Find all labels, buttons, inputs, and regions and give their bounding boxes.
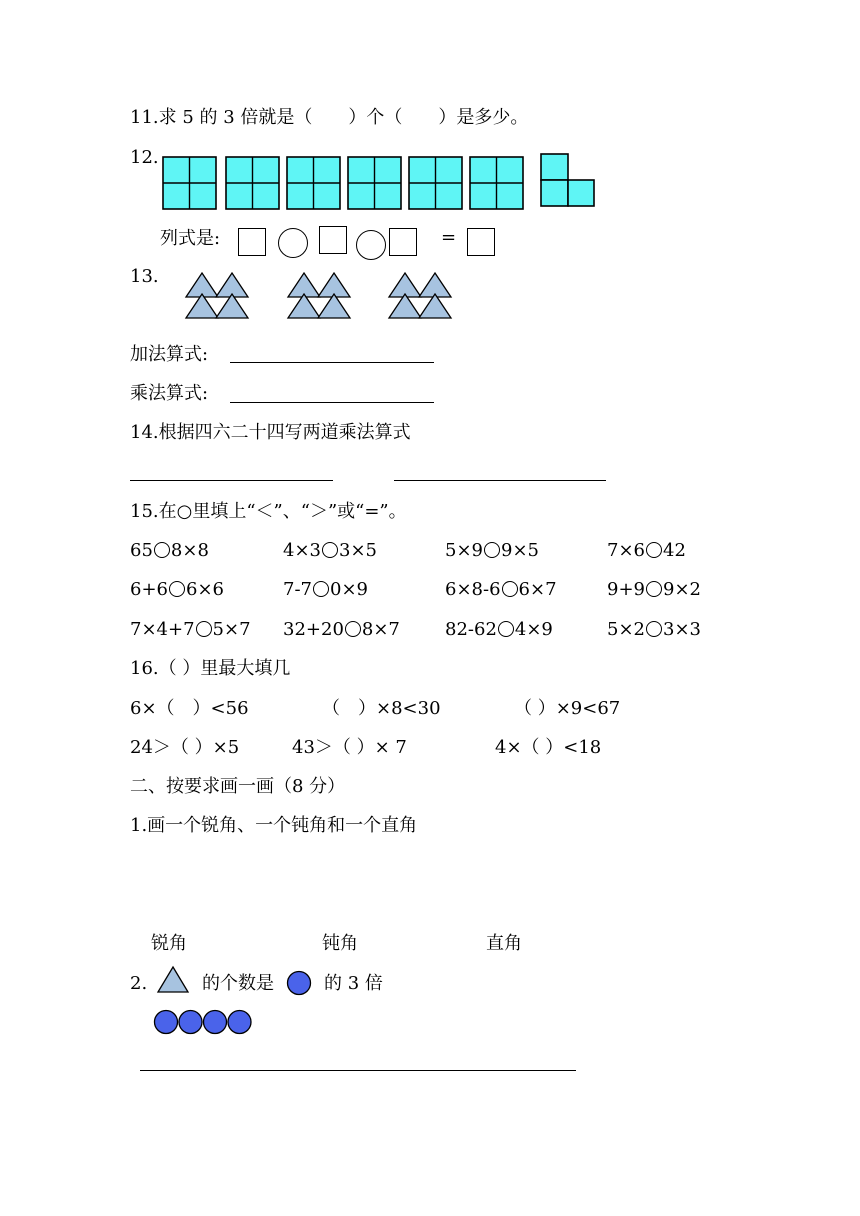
q16-item: （ ）×9<67 xyxy=(514,698,621,719)
q2-middle-text: 的个数是 xyxy=(202,973,274,994)
q16-item: 24＞（ ）×5 xyxy=(130,737,240,758)
right-expression: 3×3 xyxy=(663,619,701,640)
right-expression: 3×5 xyxy=(339,540,377,561)
q16-item: 4×（ ）<18 xyxy=(495,737,602,758)
blue-circle xyxy=(204,1011,227,1034)
left-expression: 5×2 xyxy=(607,619,645,640)
q16-item: 6×（ ）<56 xyxy=(130,698,249,719)
question-16-title: 16.（ ）里最大填几 xyxy=(130,658,291,679)
left-expression: 9+9 xyxy=(607,579,645,600)
q16-item: 43＞（ ）× 7 xyxy=(292,737,407,758)
right-expression: 6×6 xyxy=(186,579,224,600)
left-expression: 65 xyxy=(130,540,153,561)
left-expression: 5×9 xyxy=(445,540,483,561)
left-expression: 6+6 xyxy=(130,579,168,600)
question-14: 14.根据四六二十四写两道乘法算式 xyxy=(130,422,411,443)
obtuse-angle-label: 钝角 xyxy=(322,933,358,954)
right-expression: 6×7 xyxy=(518,579,557,600)
addition-label: 加法算式: xyxy=(130,344,209,365)
question-15-title: 15.在○里填上“＜”、“＞”或“=”。 xyxy=(130,501,407,522)
equals-sign: = xyxy=(441,227,457,248)
acute-angle-label: 锐角 xyxy=(151,933,187,954)
right-expression: 4×9 xyxy=(514,619,553,640)
formula-label: 列式是: xyxy=(160,228,221,249)
q16-item: （ ）×8<30 xyxy=(322,698,441,719)
q2-answer-line[interactable] xyxy=(140,1070,576,1071)
section-2-title: 二、按要求画一画（8 分） xyxy=(130,776,346,797)
section-2-question-2-number: 2. xyxy=(130,973,148,994)
right-expression: 8×7 xyxy=(361,619,400,640)
right-expression: 8×8 xyxy=(170,540,209,561)
blue-circle xyxy=(179,1011,202,1034)
left-expression: 6×8-6 xyxy=(445,579,501,600)
blue-circle xyxy=(155,1011,178,1034)
left-expression: 7-7 xyxy=(283,579,312,600)
left-expression: 7×6 xyxy=(607,540,645,561)
right-expression: 9×2 xyxy=(663,579,701,600)
left-expression: 32+20 xyxy=(283,619,344,640)
q2-end-text: 的 3 倍 xyxy=(324,973,383,994)
section-2-question-1: 1.画一个锐角、一个钝角和一个直角 xyxy=(130,815,418,836)
question-11: 11.求 5 的 3 倍就是（ ）个（ ）是多少。 xyxy=(130,107,529,128)
left-expression: 7×4+7 xyxy=(130,619,195,640)
left-expression: 82-62 xyxy=(445,619,497,640)
right-expression: 9×5 xyxy=(501,540,539,561)
right-expression: 42 xyxy=(663,540,686,561)
question-13-number: 13. xyxy=(130,266,159,287)
right-angle-label: 直角 xyxy=(486,933,522,954)
left-expression: 4×3 xyxy=(283,540,321,561)
right-expression: 0×9 xyxy=(330,579,368,600)
blue-circle xyxy=(228,1011,251,1034)
right-expression: 5×7 xyxy=(212,619,251,640)
question-12-number: 12. xyxy=(130,147,159,168)
multiplication-label: 乘法算式: xyxy=(130,383,209,404)
